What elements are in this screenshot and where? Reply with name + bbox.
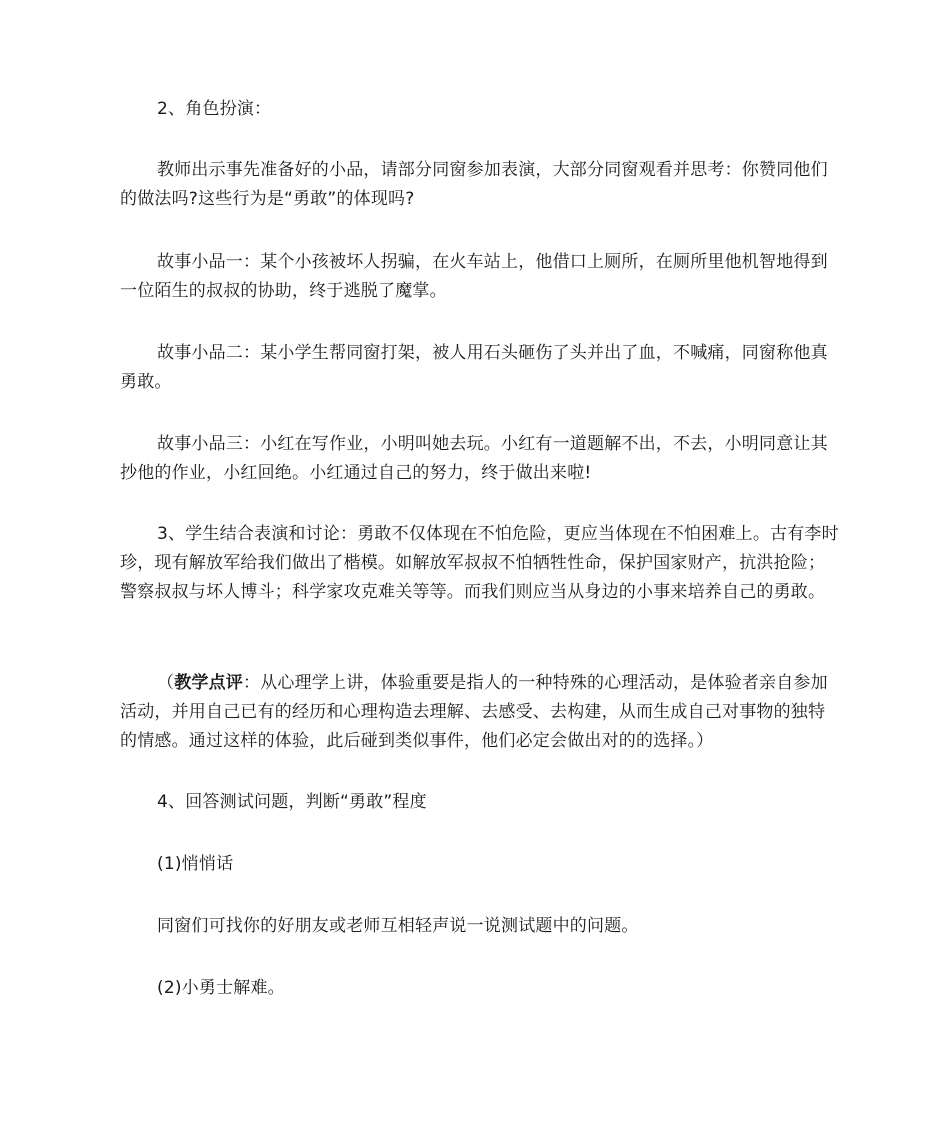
paragraph-teaching-comment [120, 669, 840, 756]
comment-open-paren: （ [157, 673, 175, 693]
paragraph-story-skit-three: 故事小品三：小红在写作业，小明叫她去玩。小红有一道题解不出，不去，小明同意让其抄他的作业，小红回绝。小红通过自己的努力，终于做出来啦! [120, 434, 828, 483]
paragraph-answer-test: 4、回答测试问题，判断“勇敢”程度 [157, 792, 427, 812]
paragraph-teacher-skit: 教师出示事先准备好的小品，请部分同窗参加表演，大部分同窗观看并思考：你赞同他们的做法吗?这些行为是“勇敢”的体现吗? [120, 160, 828, 209]
paragraph-student-discussion: 3、学生结合表演和讨论：勇敢不仅体现在不怕危险，更应当体现在不怕困难上。古有李时珍，现有解放军给我们做出了楷模。如解放军叔叔不怕牺牲性命，保护国家财产，抗洪抢险；警察叔叔与坏人博斗；科学家攻克难关等等。而我们则应当从身边的小事来培养自己的勇敢。 [120, 524, 839, 602]
paragraph-story-skit-one: 故事小品一：某个小孩被坏人拐骗，在火车站上，他借口上厕所，在厕所里他机智地得到一位陌生的叔叔的协助，终于逃脱了魔掌。 [120, 252, 828, 301]
paragraph-little-warrior: (2)小勇士解难。 [157, 978, 285, 998]
paragraph-whisper-desc: 同窗们可找你的好朋友或老师互相轻声说一说测试题中的问题。 [157, 916, 639, 936]
paragraph-whisper: (1)悄悄话 [157, 854, 234, 874]
comment-bold-label: 教学点评 [174, 673, 244, 693]
paragraph-story-skit-two: 故事小品二：某小学生帮同窗打架，被人用石头砸伤了头并出了血，不喊痛，同窗称他真勇敢。 [120, 343, 828, 392]
paragraph-role-play-heading: 2、角色扮演： [157, 99, 272, 119]
comment-body: ：从心理学上讲，体验重要是指人的一种特殊的心理活动，是体验者亲自参加活动，并用自己已有的经历和心理构造去理解、去感受、去构建，从而生成自己对事物的独特的情感。通过这样的体验，此后碰到类似事件，他们必定会做出对的的选择。） [120, 673, 828, 751]
